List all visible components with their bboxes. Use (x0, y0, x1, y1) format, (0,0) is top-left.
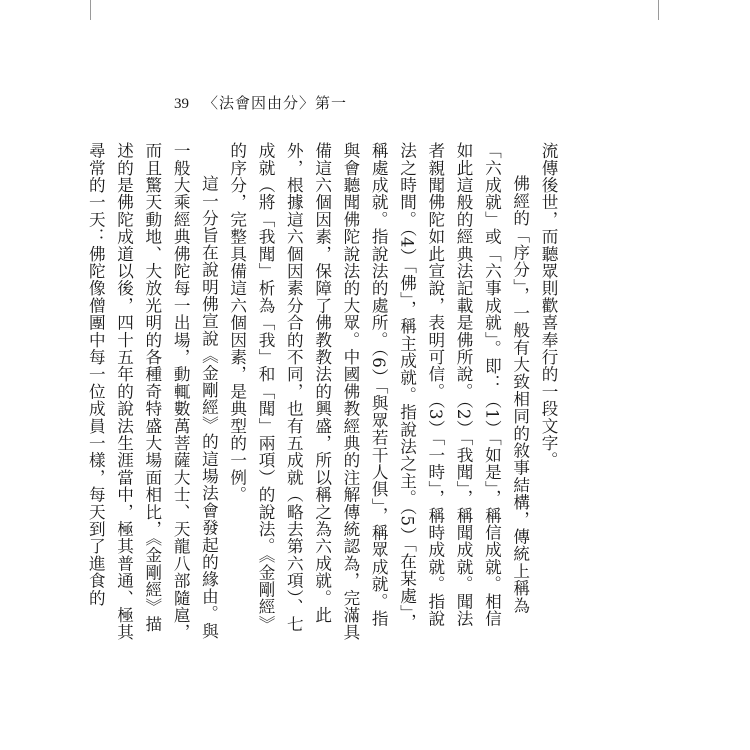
body-text (86, 142, 562, 642)
running-header (174, 92, 347, 113)
paragraph-continuation: 流傳後世，而聽眾則歡喜奉行的一段文字。 (539, 142, 558, 469)
chapter-title: 〈法會因由分〉第一 (203, 94, 348, 112)
paragraph-origin-of-assembly: 這一分旨在說明佛宣說《金剛經》的這場法會發起的緣由。與一般大乘經典佛陀每一出場，動輒數萬菩薩大士、天龍八部隨扈，而且驚天動地、大放光明的各種奇特盛大場面相比，《金剛經》描述的是佛陀成道以後，四十五年的說法生涯當中，極其普通、極其尋常的一天：佛陀像僧團中每一位成員一樣，每天到了進食的 (86, 142, 219, 641)
paragraph-six-accomplishments: 佛經的「序分」，一般有大致相同的敘事結構，傳統上稱為「六成就」或「六事成就」。即：（1）「如是」，稱信成就。相信如此這般的經典法記載是佛所說。（2）「我聞」，稱聞成就。聞法者親聞佛陀如此宣說，表明可信。（3）「一時」，稱時成就。指說法之時間。（4）「佛」，稱主成就。指說法之主。（5）「在某處」，稱處成就。指說法的處所。（6）「與眾若干人俱」，稱眾成就。指與會聽聞佛陀說法的大眾。中國佛教經典的注解傳統認為，完滿具備這六個因素，保障了佛教教法的興盛，所以稱之為六成就。此外，根據這六個因素分合的不同，也有五成就（略去第六項）、七成就（將「我聞」析為「我」和「聞」兩項）的說法。《金剛經》的序分，完整具備這六個因素，是典型的一例。 (227, 142, 530, 641)
crop-mark-top-left (90, 0, 91, 20)
crop-mark-top-right (658, 0, 659, 20)
page-number: 39 (174, 96, 189, 112)
